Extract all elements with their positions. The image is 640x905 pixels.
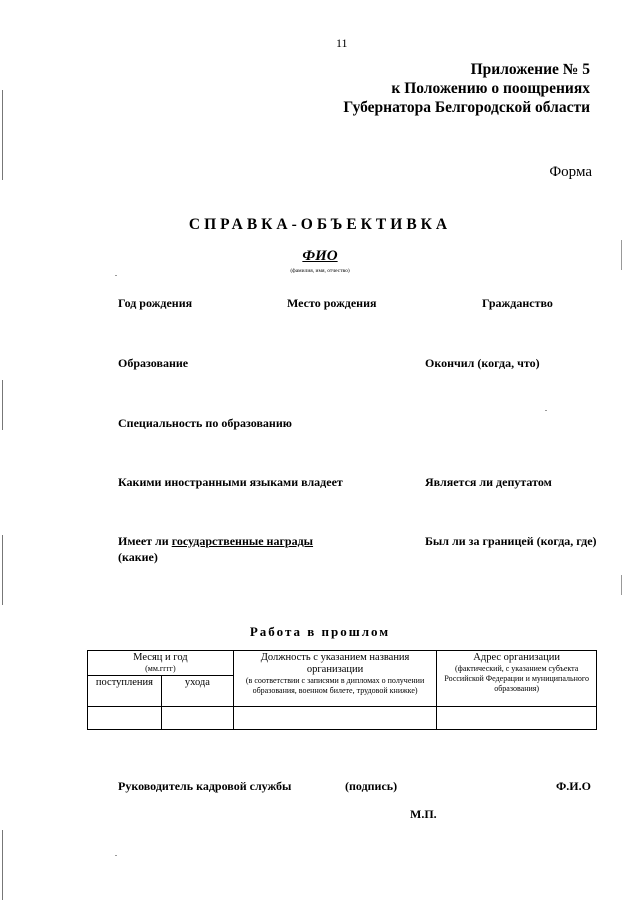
table-cell[interactable] — [88, 707, 162, 730]
awards-suffix: (какие) — [118, 550, 158, 564]
scan-edge-mark — [621, 575, 622, 595]
table-row — [88, 707, 597, 730]
col-date-format: (мм.гггг) — [145, 664, 176, 673]
scan-edge-mark — [2, 535, 3, 605]
scan-edge-mark — [2, 380, 3, 430]
col-address-note: (фактический, с указанием субъекта Российской Федерации и муниципального образования) — [444, 664, 589, 693]
education-label: Образование — [118, 356, 189, 370]
specialty-label: Специальность по образованию — [118, 416, 292, 430]
awards-prefix: Имеет ли — [118, 534, 172, 548]
fio-label: ФИО — [302, 248, 338, 264]
birth-year-label: Год рождения — [118, 296, 193, 310]
scan-speck — [115, 275, 117, 276]
scan-edge-mark — [2, 830, 3, 900]
appendix-line-2: к Положению о поощрениях — [391, 80, 590, 97]
table-cell[interactable] — [161, 707, 233, 730]
document-title: СПРАВКА-ОБЪЕКТИВКА — [188, 216, 452, 233]
col-position-header — [233, 651, 437, 707]
table-cell[interactable] — [233, 707, 437, 730]
col-date-label: Месяц и год — [133, 652, 188, 663]
citizenship-label: Гражданство — [482, 296, 553, 310]
awards-underlined: государственные награды — [171, 534, 314, 548]
table-cell[interactable] — [437, 707, 597, 730]
abroad-label: Был ли за границей (когда, где) — [425, 534, 597, 548]
work-history-title: Работа в прошлом — [249, 624, 391, 639]
col-start-header: поступления — [88, 676, 162, 707]
birth-place-label: Место рождения — [287, 296, 377, 310]
awards-label — [118, 534, 313, 549]
fio-field — [0, 248, 640, 265]
appendix-header — [343, 60, 590, 117]
page-number: 11 — [336, 36, 348, 50]
fio-signature-label: Ф.И.О — [556, 779, 591, 793]
col-position-label: Должность с указанием названия организации — [260, 652, 410, 675]
fio-hint: (фамилия, имя, отчество) — [290, 268, 350, 274]
col-address-label: Адрес организации — [473, 652, 561, 663]
appendix-line-1: Приложение № 5 — [470, 61, 590, 78]
col-position-note: (в соответствии с записями в дипломах о получении образования, военном билете, трудовой книжке) — [245, 676, 425, 695]
work-history-table — [87, 650, 597, 730]
table-header-row — [88, 651, 597, 676]
scan-speck — [115, 855, 117, 856]
form-label: Форма — [549, 164, 592, 180]
languages-label: Какими иностранными языками владеет — [118, 475, 343, 489]
appendix-line-3: Губернатора Белгородской области — [343, 99, 590, 116]
scan-speck — [545, 410, 547, 411]
col-address-header — [437, 651, 597, 707]
stamp-label: М.П. — [410, 807, 437, 821]
hr-head-label: Руководитель кадровой службы — [118, 779, 292, 793]
deputy-label: Является ли депутатом — [425, 475, 552, 489]
col-date-header — [88, 651, 234, 676]
col-end-header: ухода — [161, 676, 233, 707]
scan-edge-mark — [2, 90, 3, 180]
signature-label: (подпись) — [345, 779, 398, 793]
graduated-label: Окончил (когда, что) — [425, 356, 540, 370]
